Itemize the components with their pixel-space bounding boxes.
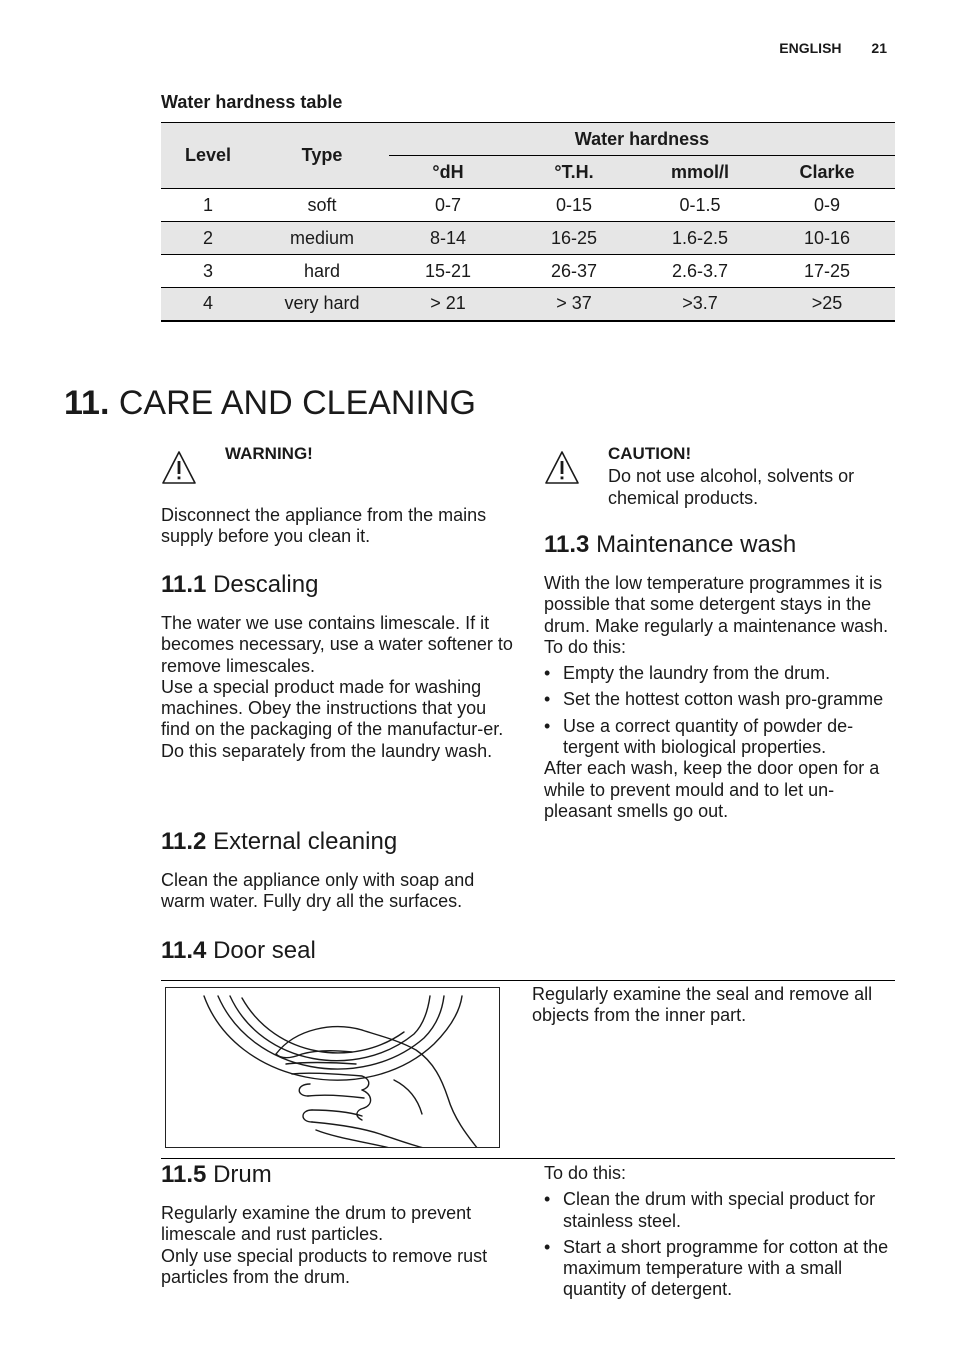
language-label: ENGLISH	[779, 40, 842, 56]
warning-icon	[161, 450, 197, 486]
paragraph: Use a special product made for washing machines. Obey the instructions that you find on the packaging of the manufactur-er.	[161, 676, 504, 740]
table-cell: 16-25	[507, 222, 641, 255]
list-item: • Empty the laundry from the drum.	[544, 663, 896, 684]
section-number: 11.2	[161, 828, 207, 855]
col-header-type: Type	[255, 123, 389, 189]
table-row	[161, 288, 895, 321]
table-row	[161, 189, 895, 222]
table-cell: 2	[161, 222, 255, 255]
caution-label: CAUTION!	[608, 444, 692, 463]
external-cleaning-text: Clean the appliance only with soap and warm water. Fully dry all the surfaces.	[161, 870, 475, 912]
table-cell: 17-25	[759, 255, 895, 288]
col-header-level: Level	[161, 123, 255, 189]
paragraph: With the low temperature programmes it is possible that some detergent stays in the drum. Make regularly a maintenance wash. To do this:	[544, 573, 889, 657]
table-title: Water hardness table	[161, 92, 343, 112]
drum-text	[161, 1203, 513, 1288]
list-item: • Start a short programme for cotton at the maximum temperature with a small quantity of detergent.	[544, 1237, 896, 1301]
col-header-unit: Clarke	[759, 156, 895, 189]
col-header-unit: mmol/l	[641, 156, 759, 189]
table-cell: 0-15	[507, 189, 641, 222]
table-cell: medium	[255, 222, 389, 255]
table-cell: 3	[161, 255, 255, 288]
chapter-number: 11.	[64, 384, 110, 422]
list-item: • Set the hottest cotton wash pro-gramme	[544, 689, 896, 710]
table-cell: 8-14	[389, 222, 507, 255]
paragraph: Regularly examine the drum to prevent limescale and rust particles.	[161, 1203, 472, 1245]
table-row	[161, 255, 895, 288]
bullet-list	[544, 663, 896, 758]
warning-label: WARNING!	[225, 444, 313, 463]
section-number: 11.1	[161, 571, 207, 598]
table-cell: 10-16	[759, 222, 895, 255]
col-header-water-hardness: Water hardness	[389, 123, 895, 156]
section-heading-descaling	[161, 571, 513, 599]
table-cell: 1	[161, 189, 255, 222]
table-cell: > 21	[389, 288, 507, 321]
paragraph: After each wash, keep the door open for a while to prevent mould and to let un-pleasant smells go out.	[544, 758, 880, 821]
drum-instructions	[544, 1163, 896, 1306]
water-hardness-table	[161, 122, 895, 322]
section-title: Maintenance wash	[596, 531, 797, 558]
table-cell: 0-9	[759, 189, 895, 222]
door-seal-illustration	[165, 987, 500, 1148]
table-cell: 4	[161, 288, 255, 321]
table-cell: 1.6-2.5	[641, 222, 759, 255]
list-item: • Clean the drum with special product for stainless steel.	[544, 1189, 896, 1232]
divider	[161, 1158, 895, 1159]
section-number: 11.4	[161, 937, 207, 964]
warning-text: Disconnect the appliance from the mains supply before you clean it.	[161, 505, 487, 547]
section-heading-drum	[161, 1161, 513, 1189]
section-number: 11.3	[544, 531, 590, 558]
table-cell: > 37	[507, 288, 641, 321]
paragraph: To do this:	[544, 1163, 627, 1183]
hand-on-door-seal-image	[166, 988, 500, 1148]
section-number: 11.5	[161, 1161, 207, 1188]
maintenance-wash-body	[544, 573, 896, 822]
chapter-title	[64, 384, 476, 423]
descaling-text	[161, 613, 513, 762]
table-cell: soft	[255, 189, 389, 222]
table-cell: >3.7	[641, 288, 759, 321]
caution-icon	[544, 450, 580, 486]
section-heading-external-cleaning	[161, 828, 513, 856]
section-title: Drum	[213, 1161, 272, 1188]
table-cell: 26-37	[507, 255, 641, 288]
table-cell: 0-7	[389, 189, 507, 222]
table-cell: 2.6-3.7	[641, 255, 759, 288]
col-header-unit: °dH	[389, 156, 507, 189]
divider	[161, 980, 895, 981]
chapter-name: CARE AND CLEANING	[118, 384, 476, 422]
col-header-unit: °T.H.	[507, 156, 641, 189]
table-cell: >25	[759, 288, 895, 321]
caution-text: Do not use alcohol, solvents or chemical products.	[608, 466, 855, 508]
bullet-list	[544, 1189, 896, 1300]
list-item: • Use a correct quantity of powder de-tergent with biological properties.	[544, 716, 896, 759]
table-row	[161, 222, 895, 255]
table-cell: hard	[255, 255, 389, 288]
paragraph: The water we use contains limescale. If it becomes necessary, use a water softener to remove limescales.	[161, 613, 513, 676]
section-title: Door seal	[213, 937, 316, 964]
table-cell: very hard	[255, 288, 389, 321]
page-header	[779, 40, 887, 56]
section-title: Descaling	[213, 571, 319, 598]
table-cell: 0-1.5	[641, 189, 759, 222]
section-heading-maintenance-wash	[544, 531, 896, 559]
paragraph: Only use special products to remove rust particles from the drum.	[161, 1245, 488, 1287]
table-cell: 15-21	[389, 255, 507, 288]
door-seal-text: Regularly examine the seal and remove all objects from the inner part.	[532, 984, 873, 1026]
paragraph: Do this separately from the laundry wash.	[161, 740, 493, 761]
page-number: 21	[871, 40, 887, 56]
section-title: External cleaning	[213, 828, 398, 855]
section-heading-door-seal	[161, 937, 661, 965]
